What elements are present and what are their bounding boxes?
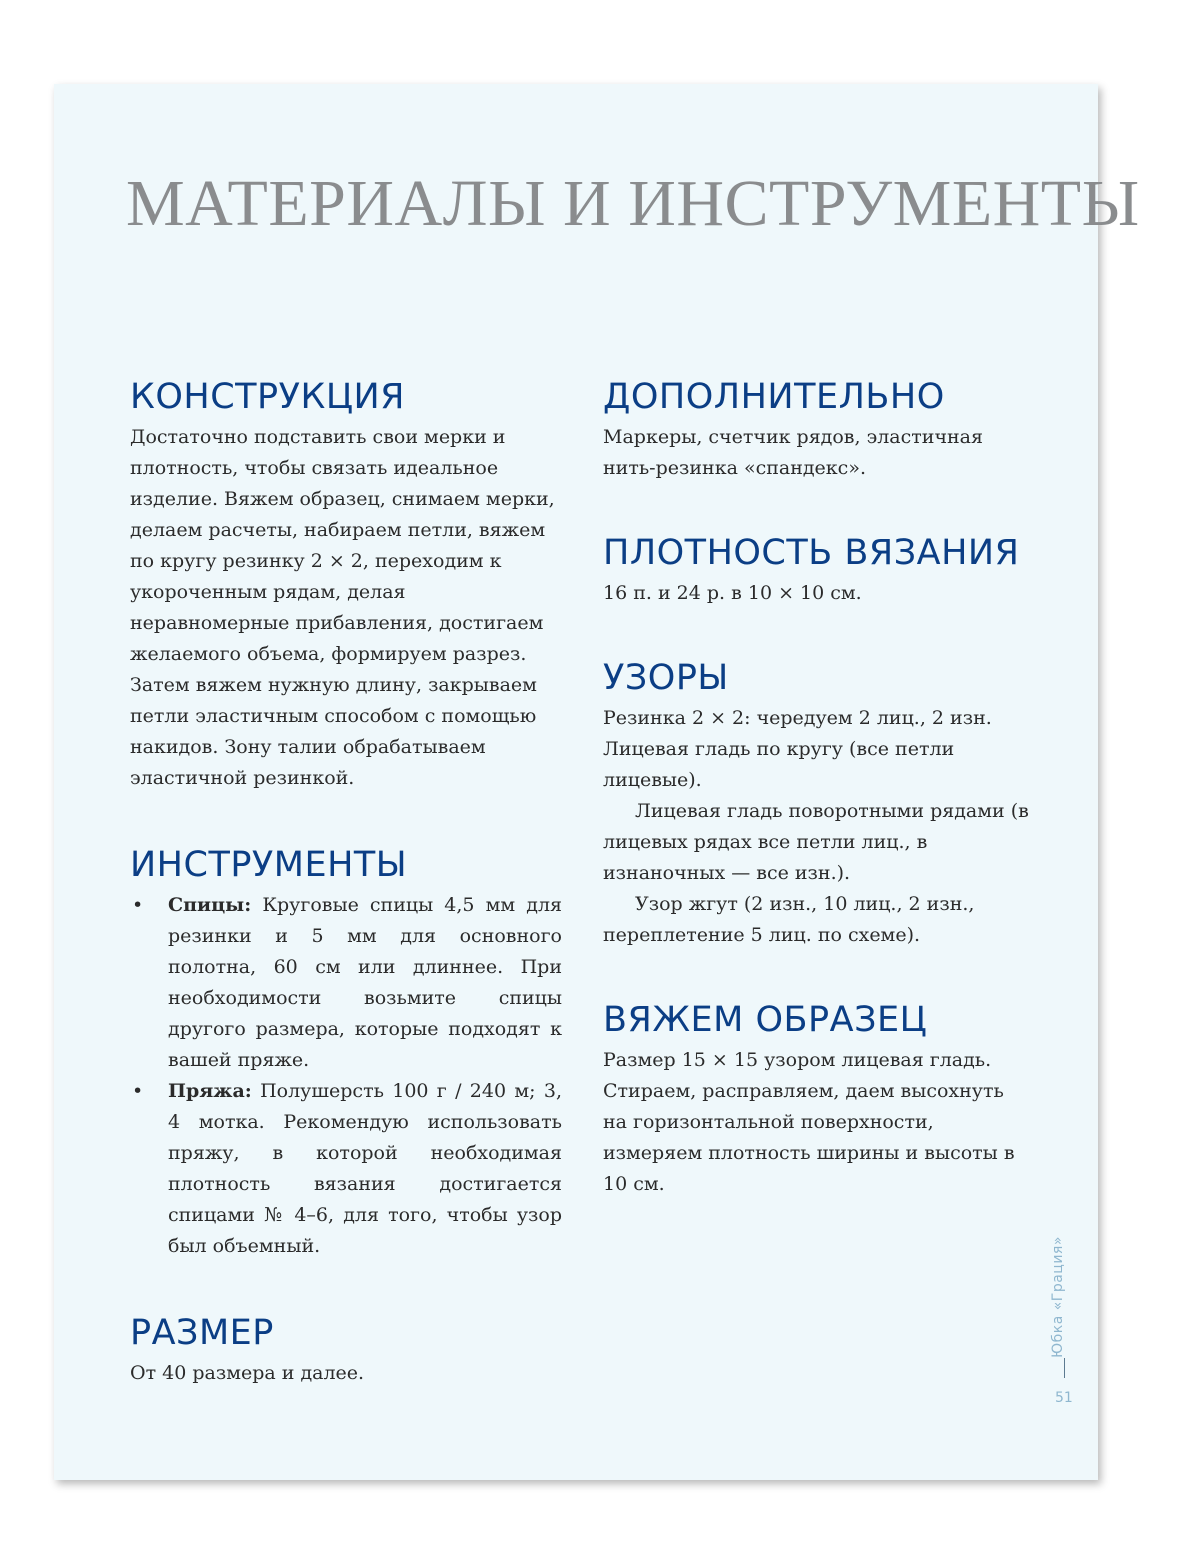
patterns-text-1: Резинка 2 × 2: чередуем 2 лиц., 2 изн. Лицевая гладь по кругу (все петли лицевые). [603, 707, 992, 791]
swatch-section [603, 995, 1033, 1200]
page-title: МАТЕРИАЛЫ И ИНСТРУМЕНТЫ [126, 167, 1140, 240]
bullet-icon: • [132, 1080, 144, 1102]
tools-heading: ИНСТРУМЕНТЫ [130, 845, 408, 885]
tools-section [130, 840, 562, 1262]
needles-text: Круговые спицы 4,5 мм для резинки и 5 мм для основного полотна, 60 см или длиннее. При необходимости возьмите спицы другого размера, которые подходят к вашей пряже. [168, 894, 562, 1071]
size-section [130, 1308, 562, 1389]
patterns-text-2: Лицевая гладь поворотными рядами (в лицевых рядах все петли лиц., в изнаночных — все изн.). [603, 800, 1029, 884]
patterns-heading: УЗОРЫ [603, 658, 729, 698]
size-heading: РАЗМЕР [130, 1313, 274, 1353]
gauge-text: 16 п. и 24 р. в 10 × 10 см. [603, 582, 862, 604]
patterns-section [603, 653, 1033, 951]
gauge-heading: ПЛОТНОСТЬ ВЯЗАНИЯ [603, 533, 1020, 573]
bullet-icon: • [132, 894, 144, 916]
needles-label: Спицы: [168, 894, 252, 916]
side-divider [1064, 1358, 1065, 1378]
construction-section [130, 372, 562, 794]
list-item [130, 890, 562, 1076]
yarn-text: Полушерсть 100 г / 240 м; 3, 4 мотка. Рекомендую использовать пряжу, в которой необходимая плотность вязания достигается спицами № 4–6, для того, чтобы узор был объемный. [168, 1080, 562, 1257]
patterns-text-3: Узор жгут (2 изн., 10 лиц., 2 изн., переплетение 5 лиц. по схеме). [603, 893, 975, 946]
construction-heading: КОНСТРУКЦИЯ [130, 377, 405, 417]
side-label: Юбка «Грация» [1050, 1236, 1066, 1358]
yarn-label: Пряжа: [168, 1080, 252, 1102]
additional-section [603, 372, 1033, 484]
additional-text: Маркеры, счетчик рядов, эластичная нить-резинка «спандекс». [603, 426, 983, 479]
swatch-text: Размер 15 × 15 узором лицевая гладь. Стираем, расправляем, даем высохнуть на горизонтальной поверхности, измеряем плотность ширины и высоты в 10 см. [603, 1049, 1015, 1195]
construction-text: Достаточно подставить свои мерки и плотность, чтобы связать идеальное изделие. Вяжем образец, снимаем мерки, делаем расчеты, набираем петли, вяжем по кругу резинку 2 × 2, переходим к укороченным рядам, делая неравномерные прибавления, достигаем желаемого объема, формируем разрез. Затем вяжем нужную длину, закрываем петли эластичным способом с помощью накидов. Зону талии обрабатываем эластичной резинкой. [130, 426, 555, 789]
gauge-section [603, 528, 1033, 609]
tools-list [130, 890, 562, 1262]
page-number: 51 [1055, 1390, 1073, 1406]
left-column [130, 372, 562, 1389]
additional-heading: ДОПОЛНИТЕЛЬНО [603, 377, 945, 417]
right-column [603, 372, 1033, 1200]
size-text: От 40 размера и далее. [130, 1362, 365, 1384]
list-item [130, 1076, 562, 1262]
swatch-heading: ВЯЖЕМ ОБРАЗЕЦ [603, 1000, 928, 1040]
